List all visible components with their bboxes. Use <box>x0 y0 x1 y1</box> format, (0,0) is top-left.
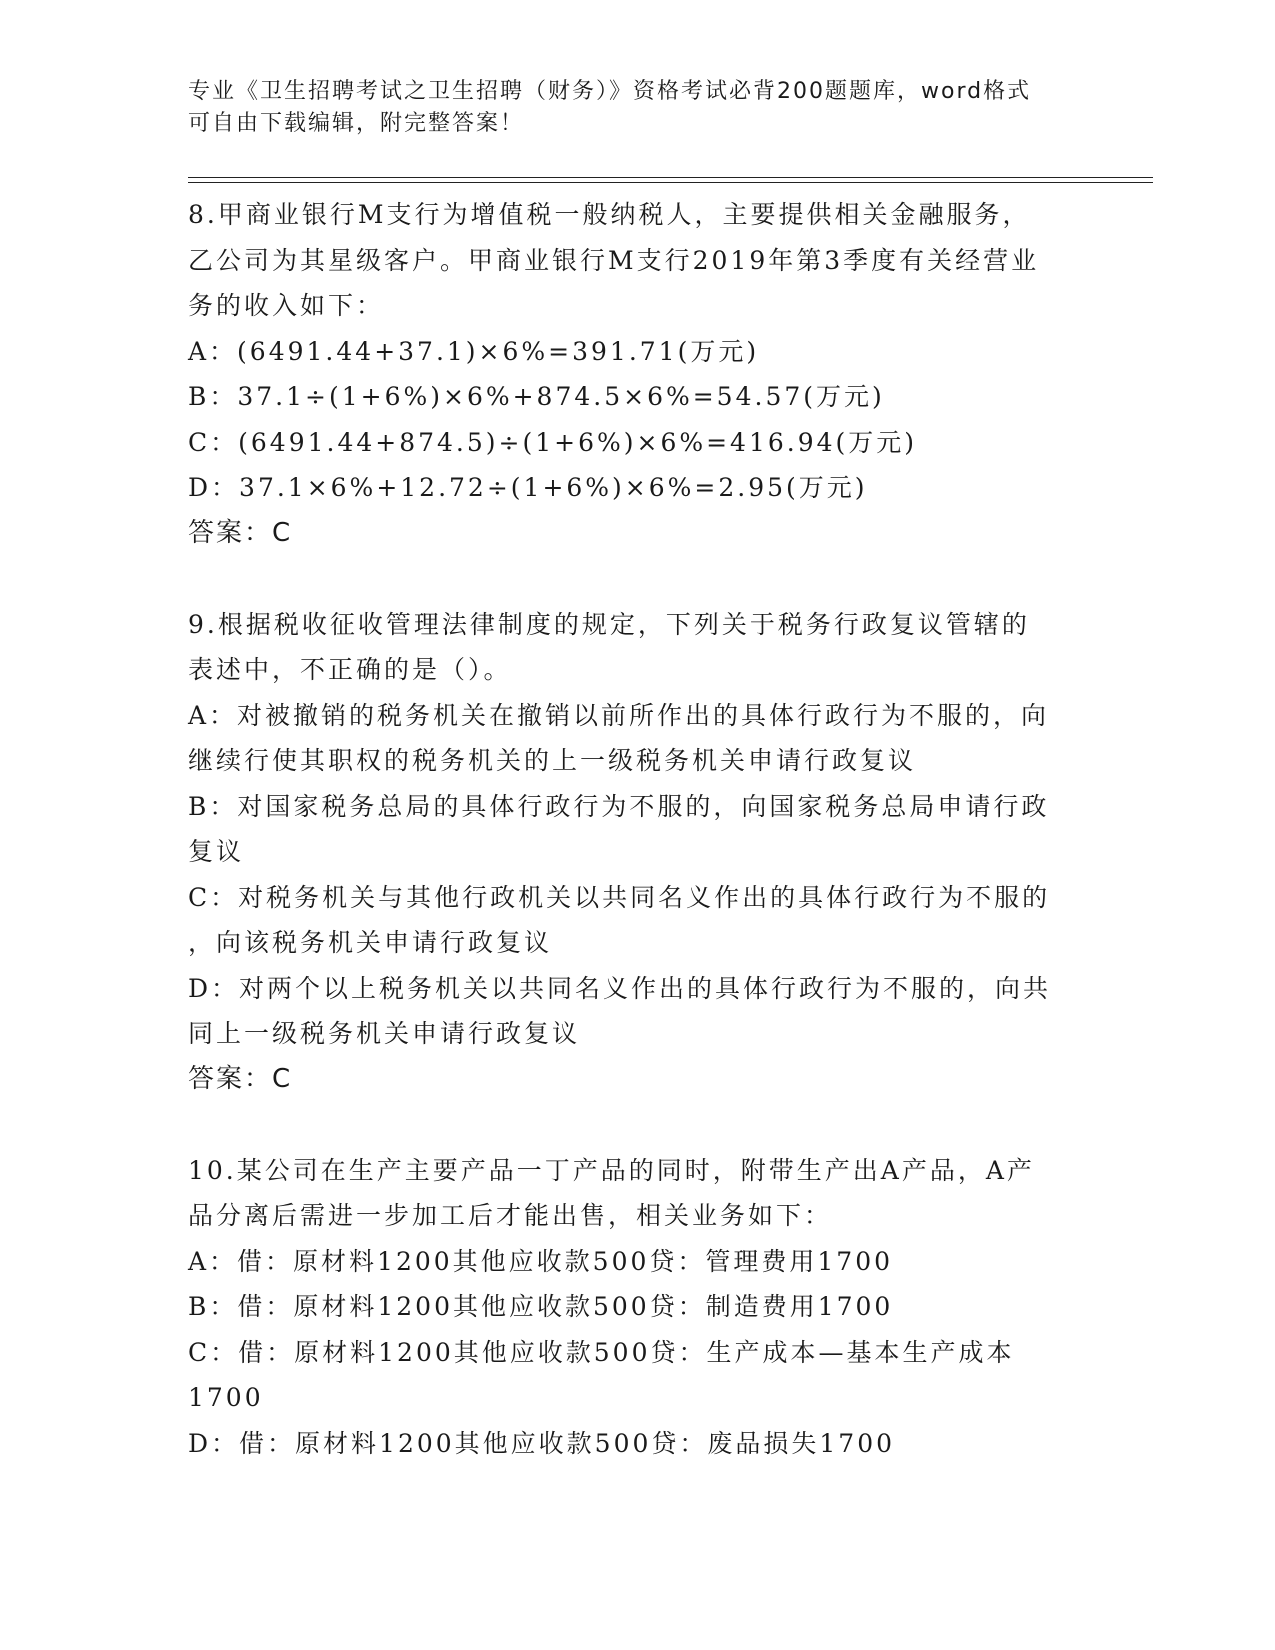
option-c: C：借：原材料1200其他应收款500贷：生产成本—基本生产成本 <box>188 1337 1015 1367</box>
question-stem-line: 表述中，不正确的是（）。 <box>188 655 512 684</box>
header-divider-bottom <box>188 182 1153 183</box>
option-a-continued: 继续行使其职权的税务机关的上一级税务机关申请行政复议 <box>188 746 917 775</box>
option-c: C：(6491.44+874.5)÷(1+6%)×6%=416.94(万元) <box>188 427 918 457</box>
option-d: D：对两个以上税务机关以共同名义作出的具体行政行为不服的，向共 <box>188 973 1052 1003</box>
question-8 <box>188 192 1088 556</box>
option-b: B：借：原材料1200其他应收款500贷：制造费用1700 <box>188 1292 894 1321</box>
document-header <box>188 76 1068 140</box>
question-9 <box>188 602 1088 1103</box>
option-a: A：借：原材料1200其他应收款500贷：管理费用1700 <box>188 1246 894 1276</box>
question-stem-line: 务的收入如下： <box>188 291 385 320</box>
option-d: D：借：原材料1200其他应收款500贷：废品损失1700 <box>188 1428 896 1458</box>
question-10 <box>188 1148 1088 1467</box>
option-b: B：对国家税务总局的具体行政行为不服的，向国家税务总局申请行政 <box>188 791 1050 821</box>
header-line-1: 专业《卫生招聘考试之卫生招聘（财务）》资格考试必背200题题库，word格式 <box>188 79 1032 104</box>
question-stem-line: 乙公司为其星级客户。甲商业银行M支行2019年第3季度有关经营业 <box>188 245 1040 275</box>
question-stem-line: 品分离后需进一步加工后才能出售，相关业务如下： <box>188 1201 833 1230</box>
option-b: B：37.1÷(1+6%)×6%+874.5×6%=54.57(万元) <box>188 382 885 411</box>
option-d-continued: 同上一级税务机关申请行政复议 <box>188 1019 581 1048</box>
header-divider-top <box>188 177 1153 178</box>
answer-label: 答案：C <box>188 1063 293 1094</box>
answer-label: 答案：C <box>188 517 293 548</box>
question-stem-line: 10.某公司在生产主要产品一丁产品的同时，附带生产出A产品，A产 <box>188 1155 1035 1185</box>
question-list <box>188 192 1088 1512</box>
question-stem-line: 9.根据税收征收管理法律制度的规定，下列关于税务行政复议管辖的 <box>188 609 1030 639</box>
option-a: A：对被撤销的税务机关在撤销以前所作出的具体行政行为不服的，向 <box>188 700 1050 730</box>
header-line-2: 可自由下载编辑，附完整答案！ <box>188 111 525 136</box>
option-c-continued: 1700 <box>188 1383 264 1412</box>
option-d: D：37.1×6%+12.72÷(1+6%)×6%=2.95(万元) <box>188 473 868 502</box>
option-c: C：对税务机关与其他行政机关以共同名义作出的具体行政行为不服的 <box>188 882 1051 912</box>
question-stem-line: 8.甲商业银行M支行为增值税一般纳税人，主要提供相关金融服务， <box>188 200 1031 229</box>
option-c-continued: ，向该税务机关申请行政复议 <box>188 928 553 957</box>
option-a: A：(6491.44+37.1)×6%=391.71(万元) <box>188 336 760 366</box>
option-b-continued: 复议 <box>188 837 245 866</box>
